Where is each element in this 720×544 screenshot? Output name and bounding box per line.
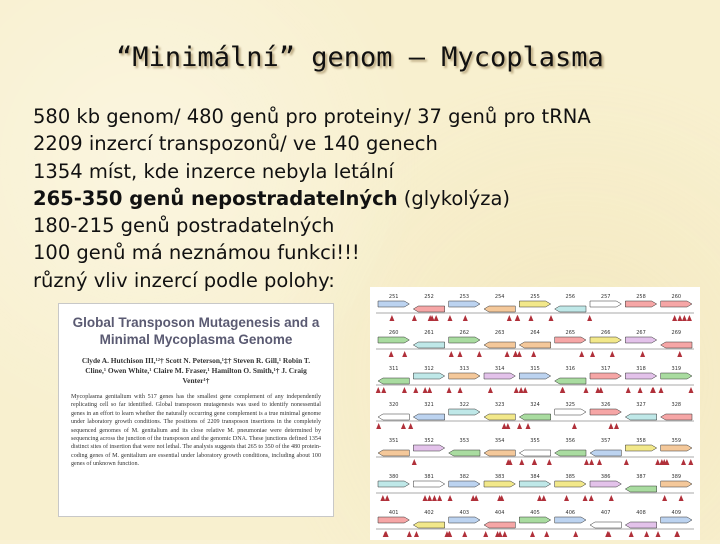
gene-label: 357 (600, 438, 611, 444)
line-dispensable-genes: 180-215 genů postradatelných (33, 214, 335, 238)
gene-arrow (590, 373, 621, 379)
gene-label: 386 (600, 474, 611, 480)
insertion-mark (505, 423, 510, 429)
gene-arrow (449, 301, 480, 307)
insertion-mark (376, 423, 381, 429)
insertion-mark (528, 315, 533, 321)
gene-arrow (555, 450, 586, 456)
insertion-mark (449, 351, 454, 357)
gene-arrow (449, 373, 480, 379)
gene-arrow (519, 517, 550, 523)
gene-label: 381 (424, 474, 434, 480)
insertion-mark (488, 387, 493, 393)
insertion-mark (530, 531, 535, 537)
insertion-mark (610, 351, 615, 357)
gene-label: 260 (671, 294, 682, 300)
gene-label: 325 (565, 402, 576, 408)
gene-label: 328 (671, 402, 682, 408)
gene-arrow (484, 373, 515, 379)
gene-arrow (625, 445, 656, 451)
insertion-mark (644, 531, 649, 537)
gene-arrow (519, 481, 550, 487)
insertion-mark (624, 459, 629, 465)
essential-genes-note: (glykolýza) (397, 186, 510, 210)
insertion-mark (517, 423, 522, 429)
insertion-mark (515, 315, 520, 321)
gene-arrow (378, 450, 409, 456)
gene-label: 352 (424, 438, 434, 444)
gene-arrow (484, 450, 515, 456)
insertion-mark (413, 387, 418, 393)
insertion-mark (463, 315, 468, 321)
insertion-mark (544, 531, 549, 537)
gene-label: 263 (494, 330, 505, 336)
insertion-mark (656, 531, 661, 537)
gene-label: 266 (600, 330, 611, 336)
insertion-mark (541, 495, 546, 501)
insertion-mark (401, 423, 406, 429)
insertion-mark (626, 387, 631, 393)
gene-label: 355 (530, 438, 540, 444)
gene-label: 358 (636, 438, 646, 444)
insertion-mark (423, 387, 428, 393)
insertion-mark (483, 531, 488, 537)
insertion-mark (687, 315, 692, 321)
gene-arrow (378, 481, 409, 487)
gene-map-figure (370, 287, 700, 540)
gene-arrow (590, 450, 621, 456)
gene-label: 317 (600, 366, 611, 372)
insertion-mark (682, 315, 687, 321)
insertion-mark (385, 495, 390, 501)
gene-arrow (625, 301, 656, 307)
gene-label: 380 (388, 474, 399, 480)
gene-label: 351 (388, 438, 399, 444)
insertion-mark (389, 315, 394, 321)
gene-label: 408 (636, 510, 646, 516)
gene-label: 257 (600, 294, 611, 300)
insertion-mark (477, 351, 482, 357)
gene-arrow (625, 486, 656, 492)
gene-label: 405 (530, 510, 540, 516)
gene-label: 319 (671, 366, 682, 372)
insertion-mark (583, 495, 588, 501)
line-genome-size: 580 kb genom/ 480 genů pro proteiny/ 37 genů pro tRNA (33, 105, 591, 128)
gene-label: 407 (600, 510, 611, 516)
insertion-mark (638, 387, 643, 393)
gene-arrow (555, 337, 586, 343)
insertion-mark (532, 459, 537, 465)
gene-arrow (590, 301, 621, 307)
insertion-mark (688, 387, 693, 393)
insertion-mark (572, 423, 577, 429)
gene-label: 255 (530, 294, 540, 300)
slide-title: “Minimální” genom – Mycoplasma (116, 42, 604, 73)
gene-label: 269 (671, 330, 682, 336)
gene-label: 354 (494, 438, 505, 444)
insertion-mark (659, 387, 664, 393)
insertion-mark (537, 495, 542, 501)
insertion-mark (427, 495, 432, 501)
gene-label: 384 (530, 474, 540, 480)
gene-label: 387 (636, 474, 646, 480)
insertion-mark (677, 351, 682, 357)
gene-arrow (519, 450, 550, 456)
gene-arrow (378, 378, 409, 384)
insertion-mark (526, 423, 531, 429)
insertion-mark (457, 351, 462, 357)
gene-label: 321 (424, 402, 434, 408)
gene-arrow (590, 409, 621, 415)
gene-arrow (625, 337, 656, 343)
insertion-mark (381, 387, 386, 393)
gene-arrow (484, 414, 515, 420)
gene-arrow (661, 445, 692, 451)
insertion-mark (677, 315, 682, 321)
insertion-mark (519, 459, 524, 465)
insertion-mark (448, 495, 453, 501)
insertion-mark (458, 387, 463, 393)
gene-arrow (661, 301, 692, 307)
gene-label: 382 (459, 474, 470, 480)
insertion-mark (547, 459, 552, 465)
insertion-mark (447, 387, 452, 393)
essential-genes-bold: 265-350 genů nepostradatelných (33, 186, 398, 210)
gene-label: 316 (565, 366, 576, 372)
insertion-mark (462, 531, 467, 537)
insertion-mark (408, 423, 413, 429)
gene-label: 320 (388, 402, 399, 408)
insertion-mark (583, 387, 588, 393)
gene-label: 359 (671, 438, 682, 444)
insertion-mark (587, 315, 592, 321)
insertion-mark (590, 351, 595, 357)
gene-label: 385 (565, 474, 576, 480)
gene-label: 252 (424, 294, 434, 300)
gene-arrow (449, 337, 480, 343)
gene-arrow (661, 414, 692, 420)
insertion-mark (523, 387, 528, 393)
insertion-mark (564, 495, 569, 501)
gene-arrow (661, 517, 692, 523)
insertion-mark (640, 351, 645, 357)
gene-label: 323 (494, 402, 505, 408)
insertion-mark (548, 315, 553, 321)
gene-arrow (519, 373, 550, 379)
line-unknown-function: 100 genů má neznámou funkci!!! (33, 241, 360, 265)
gene-label: 264 (530, 330, 540, 336)
gene-label: 383 (494, 474, 505, 480)
gene-arrow (378, 337, 409, 343)
insertion-mark (412, 315, 417, 321)
line-sites: 1354 míst, kde inzerce nebyla letální (33, 159, 394, 183)
gene-arrow (413, 481, 444, 487)
gene-arrow (519, 301, 550, 307)
insertion-mark (531, 351, 536, 357)
insertion-mark (609, 495, 614, 501)
gene-arrow (484, 481, 515, 487)
gene-arrow (484, 306, 515, 312)
insertion-mark (589, 495, 594, 501)
gene-arrow (378, 301, 409, 307)
gene-label: 254 (494, 294, 505, 300)
paper-authors: Clyde A. Hutchison III,¹²† Scott N. Peterson,¹‡† Steven R. Gill,¹ Robin T. Cline,¹ Owen White,¹ Claire M. Fraser,¹ Hamilton O. Smith,¹† J. Craig Venter¹† (81, 356, 311, 385)
gene-arrow (449, 517, 480, 523)
insertion-mark (502, 531, 507, 537)
insertion-mark (513, 351, 518, 357)
gene-arrow (519, 414, 550, 420)
insertion-mark (380, 495, 385, 501)
insertion-mark (688, 459, 693, 465)
insertion-mark (597, 459, 602, 465)
gene-arrow (625, 414, 656, 420)
insertion-mark (519, 387, 524, 393)
gene-label: 404 (494, 510, 505, 516)
insertion-mark (681, 459, 686, 465)
gene-arrow (413, 373, 444, 379)
insertion-mark (437, 495, 442, 501)
insertion-mark (414, 531, 419, 537)
gene-label: 315 (530, 366, 540, 372)
gene-arrow (413, 522, 444, 528)
gene-label: 256 (565, 294, 576, 300)
insertion-mark (662, 495, 667, 501)
gene-label: 318 (636, 366, 646, 372)
gene-arrow (449, 481, 480, 487)
gene-arrow (413, 414, 444, 420)
gene-label: 326 (600, 402, 611, 408)
gene-arrow (661, 342, 692, 348)
paper-abstract-image (58, 303, 334, 517)
gene-label: 327 (636, 402, 646, 408)
gene-arrow (484, 522, 515, 528)
gene-arrow (378, 517, 409, 523)
gene-label: 261 (424, 330, 434, 336)
insertion-mark (579, 351, 584, 357)
gene-arrow (590, 522, 621, 528)
paper-abstract-text: Mycoplasma genitalium with 517 genes has the smallest gene complement of any independently replicating cell so far identified. Global transposon mutagenesis was used to identify nonessential genes in an effort to learn whether the naturally occurring gene complement is a true minimal genome under laboratory growth conditions. The positions of 2209 transposon insertions in the completely sequenced genomes of M. genitalium and its close relative M. pneumoniae were determined by sequencing across the junction of the transposon and the genomic DNA. These junctions defined 1354 distinct sites of insertion that were not lethal. The analysis suggests that 265 to 350 of the 480 protein-coding genes of M. genitalium are essential under laboratory growth conditions, including about 100 genes of unknown function. (71, 394, 321, 468)
gene-arrow (519, 342, 550, 348)
line-essential-genes (33, 185, 713, 212)
insertion-mark (434, 315, 439, 321)
gene-arrow (378, 414, 409, 420)
gene-arrow (484, 342, 515, 348)
gene-label: 356 (565, 438, 576, 444)
insertion-mark (655, 459, 660, 465)
gene-arrow (590, 481, 621, 487)
insertion-mark (447, 315, 452, 321)
insertion-mark (427, 387, 432, 393)
gene-label: 389 (671, 474, 682, 480)
insertion-mark (679, 495, 684, 501)
line-position-effect: různý vliv inzercí podle polohy: (33, 268, 335, 292)
insertion-mark (407, 531, 412, 537)
insertion-mark (514, 387, 519, 393)
gene-label: 262 (459, 330, 470, 336)
gene-arrow (413, 306, 444, 312)
insertion-mark (432, 495, 437, 501)
gene-arrow (555, 517, 586, 523)
gene-arrow (555, 306, 586, 312)
insertion-mark (423, 495, 428, 501)
gene-arrow (625, 373, 656, 379)
gene-label: 409 (671, 510, 682, 516)
insertion-mark (589, 459, 594, 465)
gene-arrow (555, 481, 586, 487)
gene-arrow (590, 337, 621, 343)
gene-label: 406 (565, 510, 576, 516)
gene-label: 253 (459, 294, 470, 300)
gene-map-svg (370, 287, 700, 540)
gene-arrow (555, 378, 586, 384)
gene-label: 265 (565, 330, 576, 336)
insertion-mark (584, 459, 589, 465)
insertion-mark (389, 351, 394, 357)
gene-label: 322 (459, 402, 470, 408)
bullet-list (33, 103, 713, 294)
gene-label: 353 (459, 438, 470, 444)
insertion-mark (376, 387, 381, 393)
insertion-mark (402, 387, 407, 393)
gene-label: 402 (424, 510, 434, 516)
gene-arrow (449, 409, 480, 415)
line-insertions: 2209 inzercí transpozonů/ ve 140 genech (33, 132, 438, 156)
insertion-mark (614, 423, 619, 429)
gene-label: 313 (459, 366, 470, 372)
insertion-mark (505, 351, 510, 357)
gene-arrow (413, 342, 444, 348)
gene-label: 267 (636, 330, 646, 336)
paper-title: Global Transposon Mutagenesis and a Minimal Mycoplasma Genome (72, 315, 320, 347)
gene-label: 260 (388, 330, 399, 336)
gene-label: 311 (388, 366, 399, 372)
gene-label: 314 (494, 366, 505, 372)
gene-arrow (555, 409, 586, 415)
insertion-mark (412, 459, 417, 465)
insertion-mark (402, 351, 407, 357)
gene-arrow (661, 373, 692, 379)
gene-label: 251 (388, 294, 399, 300)
gene-label: 258 (636, 294, 646, 300)
insertion-mark (471, 495, 476, 501)
gene-arrow (661, 481, 692, 487)
gene-arrow (413, 445, 444, 451)
gene-label: 312 (424, 366, 434, 372)
gene-arrow (449, 450, 480, 456)
insertion-mark (608, 423, 613, 429)
insertion-mark (672, 315, 677, 321)
gene-label: 401 (388, 510, 399, 516)
insertion-mark (507, 315, 512, 321)
insertion-mark (573, 531, 578, 537)
gene-label: 403 (459, 510, 470, 516)
insertion-mark (629, 531, 634, 537)
gene-label: 324 (530, 402, 540, 408)
gene-arrow (625, 522, 656, 528)
